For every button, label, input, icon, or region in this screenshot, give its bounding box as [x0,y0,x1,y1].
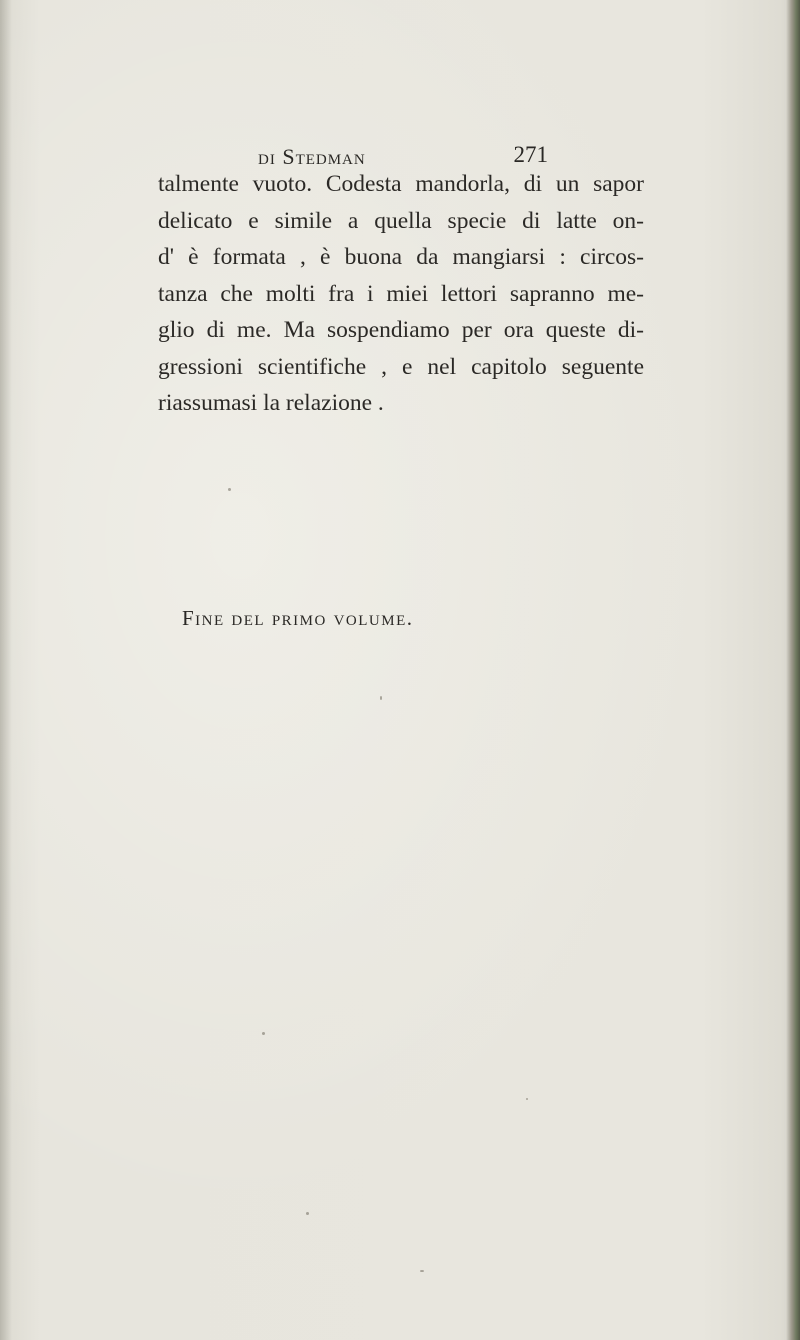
text-line: talmente vuoto. Codesta mandorla, di un sapor [158,171,644,197]
paper-speck [228,488,231,491]
paper-speck [526,1098,528,1100]
paper-speck [306,1212,309,1215]
text-line: d' è formata , è buona da mangiarsi : circos- [158,244,644,270]
text-line: tanza che molti fra i miei lettori sapranno me- [158,280,644,307]
volume-end-colophon: Fine del primo volume. [182,606,414,630]
body-paragraph [158,166,644,422]
gutter-shadow [0,0,12,1340]
text-line: glio di me. Ma sospendiamo per ora queste di- [158,317,644,343]
text-line: delicato e simile a quella specie di latte on- [158,207,644,234]
paper-speck [380,696,382,700]
running-head-title: di Stedman [258,144,366,169]
paper-speck [420,1270,424,1272]
text-line: gressioni scientifiche , e nel capitolo seguente [158,353,644,380]
paper-speck [262,1032,265,1035]
text-line: riassumasi la relazione . [158,390,384,416]
page-number: 271 [513,142,548,167]
page-edge [786,0,800,1340]
